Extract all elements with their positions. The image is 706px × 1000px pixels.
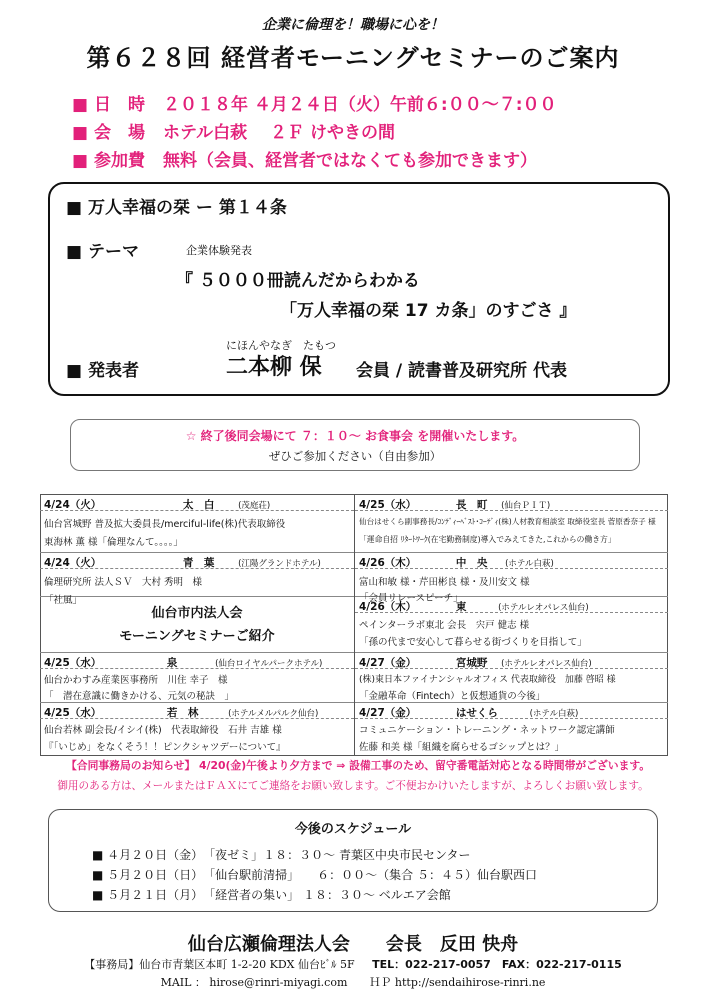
- seminar-topic: 「社風」: [44, 595, 83, 606]
- seminar-topic: 「孫の代まで安心して暮らせる街づくりを目指して」: [359, 637, 587, 648]
- seminar-name: 太 白: [182, 499, 215, 511]
- seminar-hasekura: [359, 705, 578, 720]
- seminar-speaker: (株)東日本ファイナンシャルオフィス 代表取締役 加藤 啓昭 様: [359, 675, 616, 685]
- seminar-date: 4/27（金）: [359, 707, 417, 719]
- intro-cell: [40, 602, 354, 644]
- seminar-topic: 「金融革命（Fintech）と仮想通貨の今後」: [359, 691, 546, 702]
- seminar-place: (茂庭荘): [238, 501, 271, 511]
- schedule-item: ■ ５月２１日（月） 「経営者の集い」 １８：３０～ ベルエア会館: [92, 888, 451, 902]
- seminar-place: (仙台ロイヤルパークホテル): [215, 659, 323, 669]
- schedule-title: 今後のスケジュール: [294, 822, 412, 837]
- seminar-name: 東: [455, 601, 467, 613]
- seminar-taihaku: [44, 497, 270, 512]
- divider: [355, 652, 668, 653]
- info-label: ■ 会 場: [72, 123, 145, 143]
- info-value: ２０１８年 ４月２４日（火）午前６:００～７:００: [162, 95, 557, 115]
- seminar-date: 4/25（水）: [359, 499, 417, 511]
- seminar-speaker: ペインターラボ東北 会長 宍戸 健志 様: [359, 620, 530, 631]
- intro-subtitle: モーニングセミナーご紹介: [119, 629, 275, 644]
- seminar-place: (ホテル白萩): [505, 559, 554, 569]
- dinner-box: [70, 419, 640, 471]
- seminar-topic: 「運命自招 ﾘﾀｰﾄﾜｰｸ(在宅勤務制度)導入でみえてきた,これからの働き方」: [359, 535, 616, 544]
- dinner-notice: ☆ 終了後同会場にて ７：１０～ お食事会 を開催いたします。: [185, 429, 525, 443]
- seminar-higashi: [359, 599, 589, 614]
- seminar-place: (ホテル白萩): [529, 709, 579, 719]
- divider: [355, 702, 668, 703]
- seminar-place: (仙台ＰＩＴ): [501, 501, 551, 511]
- contact-line: MAIL ： hirose@rinri-miyagi.com ＨＰ http://sendaihirose-rinri.ne: [160, 976, 546, 989]
- seminar-speaker: コミュニケーション・トレーニング・ネットワーク認定講師: [359, 725, 615, 736]
- seminar-speaker: 富山和敏 様・芹田彬良 様・及川安文 様: [359, 577, 530, 588]
- seminar-place: (ホテルレオパレス仙台): [498, 603, 589, 613]
- schedule-item: ■ ４月２０日（金） 「夜ゼミ」１８：３０～ 青葉区中央市民センター: [92, 848, 471, 862]
- seminar-topic: 東海林 薫 様「倫理なんて。。。。」: [44, 537, 183, 548]
- seminar-topic: 佐藤 和美 様「組織を腐らせるゴシップとは？」: [359, 742, 565, 753]
- schedule-item: ■ ５月２０日（日） 「仙台駅前清掃」 ６：００～（集合 ５：４５）仙台駅西口: [92, 868, 537, 882]
- slogan: 企業に倫理を！職場に心を！: [262, 17, 444, 33]
- phone-fax: TEL：022-217-0057 FAX：022-217-0115: [372, 958, 622, 971]
- seminar-date: 4/26（木）: [359, 601, 417, 613]
- speaker-label: ■ 発表者: [66, 361, 139, 381]
- info-value: ホテル白萩 ２Ｆ けやきの間: [162, 123, 395, 143]
- seminar-place: (ホテルレオパレス仙台): [501, 659, 592, 669]
- seminar-chuo: [359, 555, 554, 570]
- info-label: ■ 日 時: [72, 95, 145, 115]
- seminar-date: 4/26（木）: [359, 557, 417, 569]
- theme-line-1: 『 ５０００冊読んだからわかる: [176, 271, 420, 291]
- office-line: [0, 956, 706, 972]
- divider: [40, 652, 354, 653]
- info-fee: [72, 146, 537, 171]
- seminar-izumi: [44, 655, 322, 670]
- theme-type: 企業体験発表: [186, 244, 252, 257]
- seminar-topic: 「 潜在意識に働きかける、元気の秘訣 」: [44, 691, 235, 702]
- seminar-aoba: [44, 555, 321, 570]
- seminar-speaker: 仙台はせくら副事務長/ｺﾝﾃﾞｨｰﾍﾞｽﾄ･ｺｰﾃﾞｨ(株)人材教育相談室 取締役室長 菅原香奈子 様: [359, 517, 656, 526]
- seminar-name: 青 葉: [182, 557, 215, 569]
- office-address: 【事務局】仙台市青葉区本町 1-2-20 KDX 仙台ﾋﾞﾙ 5F: [84, 958, 355, 971]
- divider: [355, 552, 668, 553]
- theme-line-2: 「万人幸福の栞 17 カ条」のすごさ 』: [280, 301, 577, 321]
- seminar-name: 宮城野: [455, 657, 488, 669]
- seminar-name: 中 央: [455, 557, 488, 569]
- info-venue: [72, 118, 395, 143]
- seminar-name: 泉: [166, 657, 178, 669]
- speaker-ruby: にほんやなぎ たもつ: [226, 339, 336, 352]
- page-title: 第６２８回 経営者モーニングセミナーのご案内: [86, 44, 620, 72]
- seminar-speaker: 仙台若林 副会長/イシイ(株) 代表取締役 石井 吉雄 様: [44, 725, 282, 736]
- seminar-speaker: 仙台かわすみ産業医事務所 川住 幸子 様: [44, 675, 228, 686]
- info-datetime: [72, 90, 557, 115]
- seminar-name: 長 町: [455, 499, 488, 511]
- dinner-invite: ぜひご参加ください（自由参加）: [268, 449, 442, 463]
- seminar-topic: 『「いじめ」をなくそう！！ピンクシャツデーについて』: [44, 742, 286, 753]
- organization-name: 仙台広瀬倫理法人会 会長 反田 快舟: [187, 934, 519, 955]
- info-value: 無料（会員、経営者ではなくても参加できます）: [162, 151, 537, 171]
- info-label: ■ 参加費: [72, 151, 145, 171]
- seminar-date: 4/25（水）: [44, 707, 102, 719]
- seminar-date: 4/24（火）: [44, 499, 102, 511]
- seminar-place: (ホテルメルパルク仙台): [228, 709, 319, 719]
- speaker-name: 二本柳 保: [226, 355, 322, 380]
- seminar-speaker: 仙台宮城野 普及拡大委員長/merciful-life(株)代表取締役: [44, 519, 286, 530]
- seminar-date: 4/25（水）: [44, 657, 102, 669]
- office-notice-2: 御用のある方は、メールまたはＦＡＸにてご連絡をお願い致します。ご不便おかけいたしますが、よろしくお願い致します。: [57, 780, 649, 792]
- article-line: ■ 万人幸福の栞 ー 第１４条: [66, 198, 287, 218]
- divider: [40, 552, 354, 553]
- seminar-speaker: 倫理研究所 法人ＳＶ 大村 秀明 様: [44, 577, 203, 588]
- seminar-name: はせくら: [455, 707, 498, 719]
- intro-title: 仙台市内法人会: [151, 606, 243, 621]
- seminar-topic: 「会員リレースピーチ」: [359, 593, 463, 604]
- seminar-nagamachi: [359, 497, 550, 512]
- seminar-name: 若 林: [166, 707, 199, 719]
- seminar-place: (江陽グランドホテル): [238, 559, 321, 569]
- seminar-date: 4/27（金）: [359, 657, 417, 669]
- theme-label: ■ テーマ: [66, 242, 139, 262]
- divider: [40, 702, 354, 703]
- office-notice: 【合同事務局のお知らせ】 4/20(金)午後より夕方まで ⇒ 設備工事のため、留守番電話対応となる時間帯がございます。: [66, 759, 651, 772]
- grid-divider: [354, 494, 355, 756]
- seminar-date: 4/24（火）: [44, 557, 102, 569]
- seminar-miyagino: [359, 655, 592, 670]
- speaker-role: 会員 / 読書普及研究所 代表: [356, 361, 567, 381]
- seminar-wakabayashi: [44, 705, 318, 720]
